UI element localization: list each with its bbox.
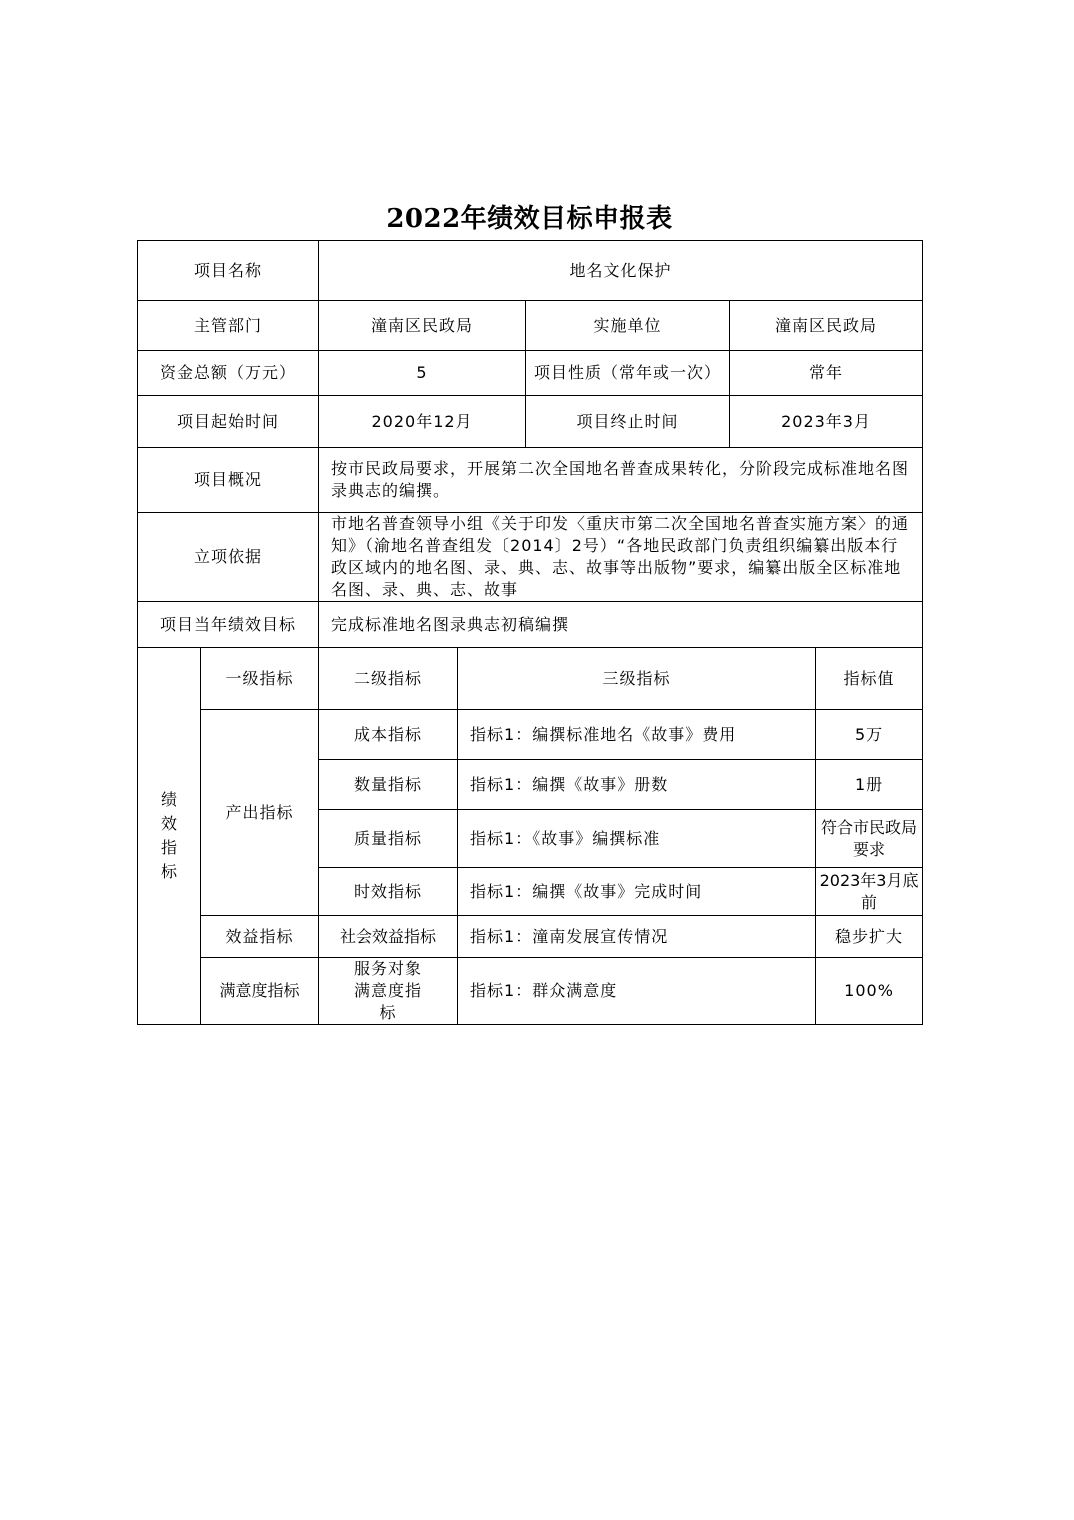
level3-cell: 指标1：编撰《故事》完成时间	[458, 868, 816, 916]
basis-value: 市地名普查领导小组《关于印发〈重庆市第二次全国地名普查实施方案〉的通知》（渝地名普查组发〔2014〕2号）“各地民政部门负责组织编纂出版本行政区域内的地名图、录、典、志、故事等出版物”要求，编纂出版全区标准地名图、录、典、志、故事	[319, 513, 923, 602]
performance-indicators-label	[138, 648, 201, 1025]
level3-cell: 指标1：编撰《故事》册数	[458, 760, 816, 810]
indicator-value: 符合市民政局要求	[816, 810, 923, 868]
annual-goal-value: 完成标准地名图录典志初稿编撰	[319, 602, 923, 648]
level3-cell: 指标1：编撰标准地名《故事》费用	[458, 710, 816, 760]
overview-label: 项目概况	[138, 448, 319, 513]
level3-cell: 指标1：《故事》编撰标准	[458, 810, 816, 868]
satisfaction-indicator-label: 满意度指标	[201, 958, 319, 1025]
impl-unit-label: 实施单位	[526, 301, 730, 351]
level3-header: 三级指标	[458, 648, 816, 710]
level2-cell: 服务对象满意度指标	[319, 958, 458, 1025]
row-fund	[138, 351, 923, 396]
indicator-value: 1册	[816, 760, 923, 810]
benefit-indicator-label: 效益指标	[201, 916, 319, 958]
indicator-value: 稳步扩大	[816, 916, 923, 958]
level2-cell: 成本指标	[319, 710, 458, 760]
dept-value: 潼南区民政局	[319, 301, 526, 351]
row-timeframe	[138, 396, 923, 448]
level2-header: 二级指标	[319, 648, 458, 710]
basis-label: 立项依据	[138, 513, 319, 602]
overview-value: 按市民政局要求，开展第二次全国地名普查成果转化，分阶段完成标准地名图录典志的编撰。	[319, 448, 923, 513]
start-time-value: 2020年12月	[319, 396, 526, 448]
indicator-value: 2023年3月底前	[816, 868, 923, 916]
start-time-label: 项目起始时间	[138, 396, 319, 448]
level2-cell: 时效指标	[319, 868, 458, 916]
row-project-name	[138, 241, 923, 301]
output-indicator-label: 产出指标	[201, 710, 319, 916]
row-department	[138, 301, 923, 351]
indicator-row	[138, 710, 923, 760]
indicator-row	[138, 916, 923, 958]
indicator-value: 5万	[816, 710, 923, 760]
fund-value: 5	[319, 351, 526, 396]
page-title: 2022年绩效目标申报表	[386, 204, 673, 234]
indicator-row	[138, 958, 923, 1025]
end-time-label: 项目终止时间	[526, 396, 730, 448]
nature-label: 项目性质（常年或一次）	[526, 351, 730, 396]
impl-unit-value: 潼南区民政局	[730, 301, 923, 351]
fund-label: 资金总额（万元）	[138, 351, 319, 396]
level2-cell: 社会效益指标	[319, 916, 458, 958]
nature-value: 常年	[730, 351, 923, 396]
row-basis	[138, 513, 923, 602]
project-name-label: 项目名称	[138, 241, 319, 301]
performance-target-table	[137, 240, 923, 1025]
indicator-header-row	[138, 648, 923, 710]
performance-indicators-text: 绩效指标	[161, 790, 178, 881]
indicator-value: 100%	[816, 958, 923, 1025]
value-header: 指标值	[816, 648, 923, 710]
end-time-value: 2023年3月	[730, 396, 923, 448]
row-annual-goal	[138, 602, 923, 648]
annual-goal-label: 项目当年绩效目标	[138, 602, 319, 648]
project-name-value: 地名文化保护	[319, 241, 923, 301]
level3-cell: 指标1：潼南发展宣传情况	[458, 916, 816, 958]
level2-cell: 数量指标	[319, 760, 458, 810]
row-overview	[138, 448, 923, 513]
level1-header: 一级指标	[201, 648, 319, 710]
level2-cell: 质量指标	[319, 810, 458, 868]
dept-label: 主管部门	[138, 301, 319, 351]
level3-cell: 指标1：群众满意度	[458, 958, 816, 1025]
